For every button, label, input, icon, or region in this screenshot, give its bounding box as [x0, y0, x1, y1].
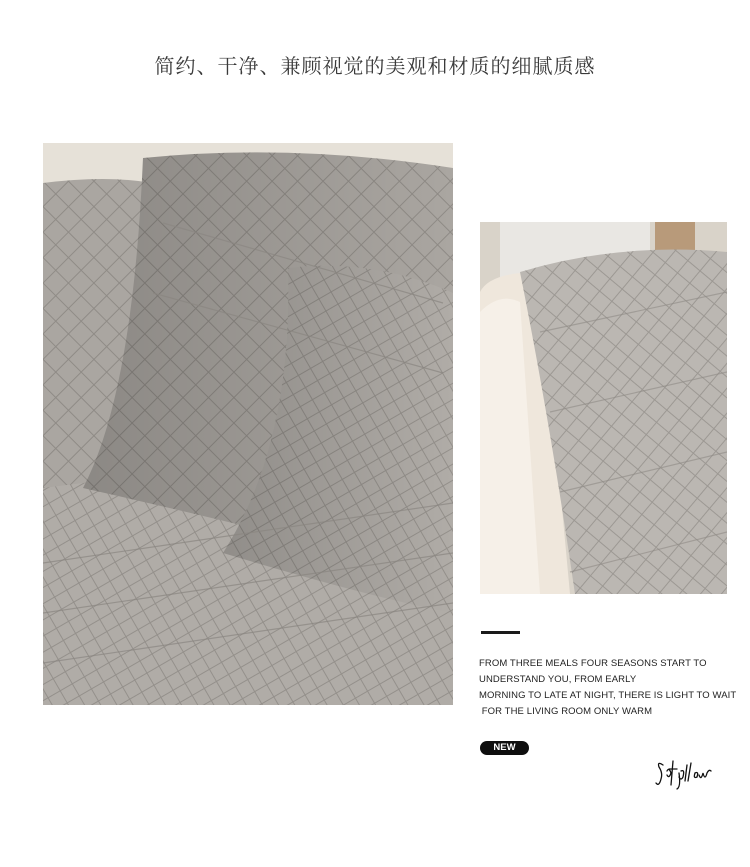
signature-logo	[655, 757, 715, 798]
description-line: MORNING TO LATE AT NIGHT, THERE IS LIGHT TO WAIT	[479, 690, 737, 701]
description-line: UNDERSTAND YOU, FROM EARLY	[479, 674, 637, 685]
description-text	[479, 656, 741, 720]
product-photo-main	[43, 143, 453, 705]
product-photo-armrest	[480, 222, 727, 594]
armrest-cover-illustration	[480, 222, 727, 594]
new-badge: NEW	[480, 741, 529, 755]
accent-divider	[481, 631, 520, 634]
handwritten-signature-icon	[655, 757, 715, 793]
description-line: FOR THE LIVING ROOM ONLY WARM	[479, 706, 653, 717]
page-headline: 简约、干净、兼顾视觉的美观和材质的细腻质感	[154, 54, 596, 78]
description-line: FROM THREE MEALS FOUR SEASONS START TO	[479, 658, 707, 669]
quilted-cushion-illustration	[43, 143, 453, 705]
